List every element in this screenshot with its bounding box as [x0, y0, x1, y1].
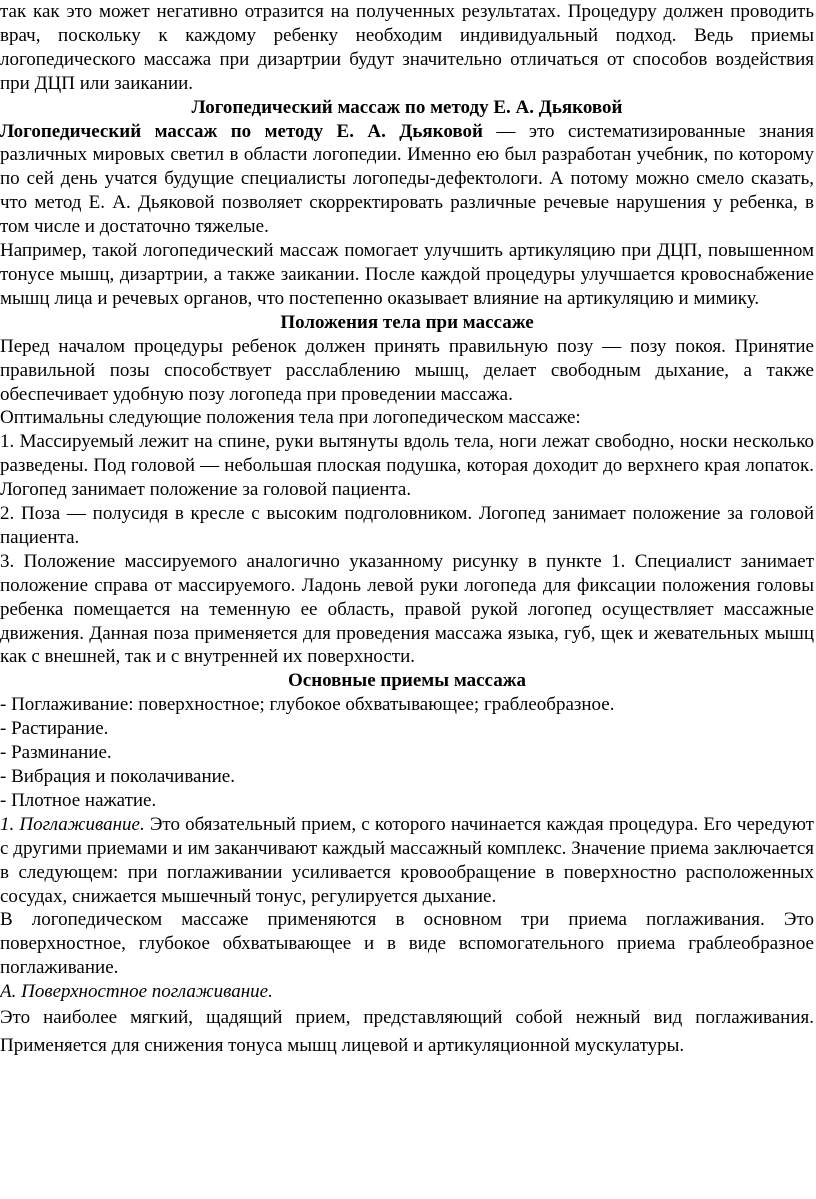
stroking-paragraph	[0, 813, 814, 909]
techniques-list	[0, 693, 814, 813]
list-item: - Поглаживание: поверхностное; глубокое обхватывающее; граблеобразное.	[0, 694, 615, 716]
positions-optimal-paragraph: Оптимальны следующие положения тела при логопедическом массаже:	[0, 407, 581, 429]
positions-intro-paragraph: Перед началом процедуры ребенок должен принять правильную позу — позу покоя. Принятие правильной позы способствует расслаблению мышц, делает свободным дыхание, а также обеспечивает удобную позу логопеда при проведении массажа.	[0, 335, 814, 405]
example-paragraph: Например, такой логопедический массаж помогает улучшить артикуляцию при ДЦП, повышенном тонусе мышц, дизартрии, а также заикании. После каждой процедуры улучшается кровоснабжение мышц лица и речевых органов, что постепенно оказывает влияние на артикуляцию и мимику.	[0, 240, 814, 309]
method-heading: Логопедический массаж по методу Е. А. Дьяковой	[191, 96, 623, 118]
techniques-heading: Основные приемы массажа	[287, 670, 527, 692]
method-description: — это систематизированные знания различных мировых светил в области логопедии. Именно ею был разработан учебник, по которому по сей день учатся будущие специалисты логопеды-дефектологи. А потому можно смело сказать, что метод Е. А. Дьяковой позволяет скорректировать различные речевые нарушения у ребенка, в том числе и достаточно тяжелые.	[0, 120, 815, 238]
list-item: - Вибрация и поколачивание.	[0, 766, 235, 787]
surface-stroking-paragraph: Это наиболее мягкий, щадящий прием, представляющий собой нежный вид поглаживания. Применяется для снижения тонуса мышц лицевой и артикуляционной мускулатуры.	[0, 1007, 814, 1057]
positions-heading: Положения тела при массаже	[280, 311, 534, 333]
position-1-paragraph: 1. Массируемый лежит на спине, руки вытянуты вдоль тела, ноги лежат свободно, носки несколько разведены. Под головой — небольшая плоская подушка, которая доходит до верхнего края лопаток. Логопед занимает положение за головой пациента.	[0, 431, 814, 501]
list-item: - Растирание.	[0, 718, 109, 740]
method-paragraph	[0, 120, 814, 240]
list-item: - Разминание.	[0, 742, 112, 764]
position-3-paragraph: 3. Положение массируемого аналогично указанному рисунку в пункте 1. Специалист занимает положение справа от массируемого. Ладонь левой руки логопеда для фиксации положения головы ребенка помещается на теменную ее область, правой рукой логопед осуществляет массажные движения. Данная поза применяется для проведения массажа языка, губ, щек и жевательных мышц как с внешней, так и с внутренней их поверхности.	[0, 550, 814, 668]
list-item: - Плотное нажатие.	[0, 789, 157, 811]
stroking-term: 1. Поглаживание.	[0, 813, 145, 835]
surface-stroking-heading: А. Поверхностное поглаживание.	[0, 981, 273, 1003]
method-term: Логопедический массаж по методу Е. А. Дьяковой	[0, 120, 483, 142]
three-types-paragraph: В логопедическом массаже применяются в основном три приема поглаживания. Это поверхностное, глубокое обхватывающее и в виде вспомогательного приема граблеобразное поглаживание.	[0, 909, 814, 979]
intro-paragraph: так как это может негативно отразится на полученных результатах. Процедуру должен проводить врач, поскольку к каждому ребенку необходим индивидуальный подход. Ведь приемы логопедического массажа при дизартрии будут значительно отличаться от способов воздействия при ДЦП или заикании.	[0, 1, 814, 94]
position-2-paragraph: 2. Поза — полусидя в кресле с высоким подголовником. Логопед занимает положение за головой пациента.	[0, 503, 814, 548]
stroking-description: Это обязательный прием, с которого начинается каждая процедура. Его чередуют с другими приемами и им заканчивают каждый массажный комплекс. Значение приема заключается в следующем: при поглаживании усиливается кровообращение в поверхностно расположенных сосудах, снижается мышечный тонус, регулируется дыхание.	[0, 813, 814, 907]
